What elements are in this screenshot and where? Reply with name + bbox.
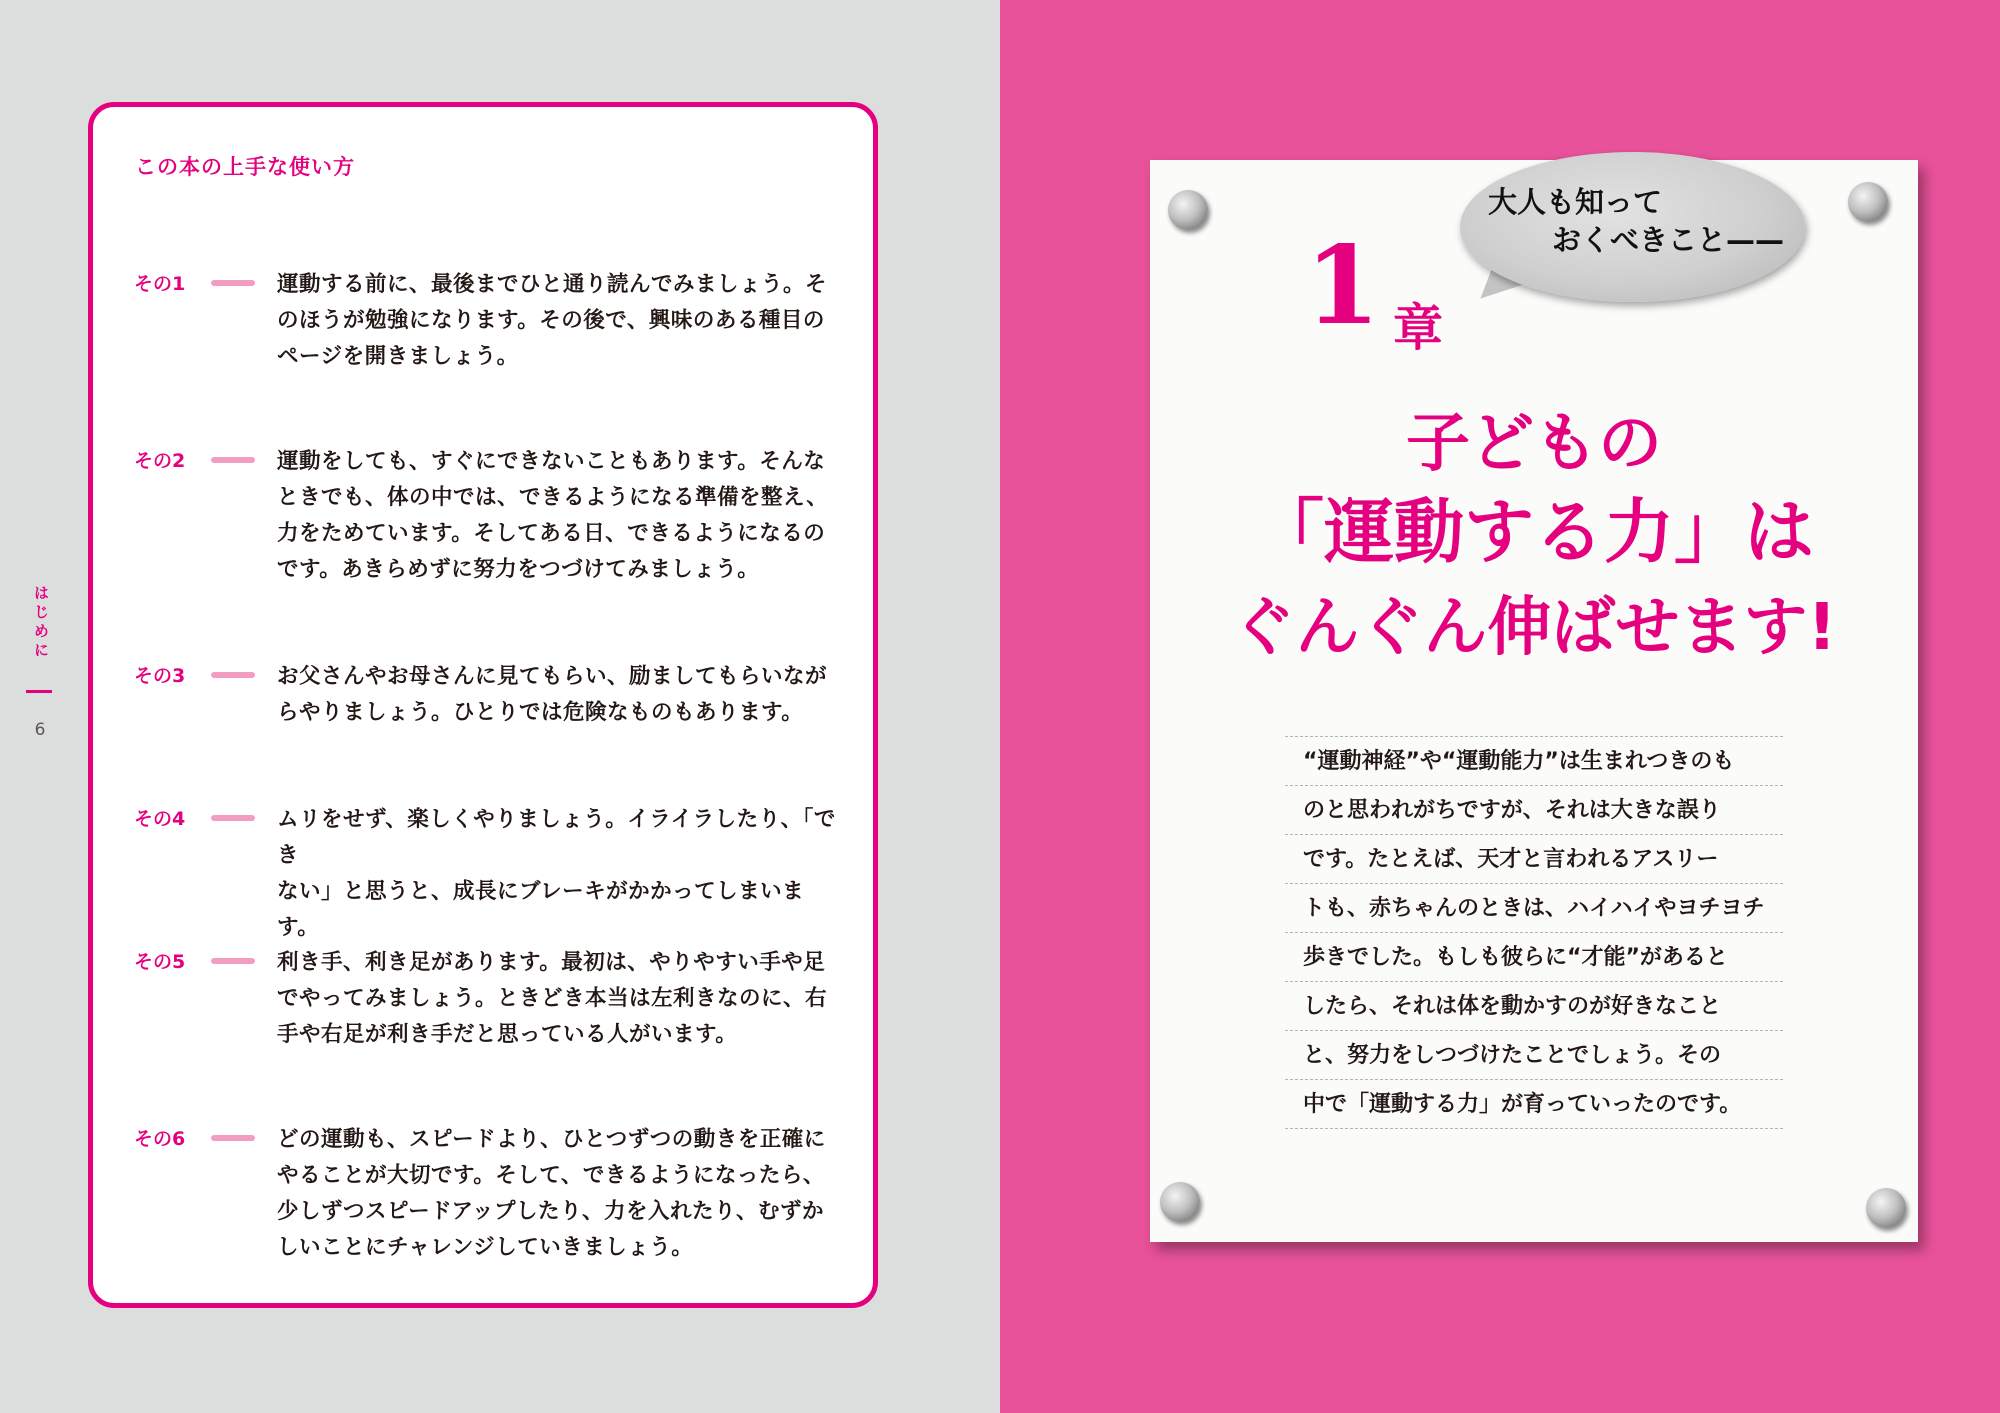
page-number: 6 [34, 720, 46, 740]
bubble-text-line: 大人も知って [1488, 185, 1663, 219]
chapter-title-line: 「運動する力」は [1254, 491, 1814, 573]
tip-line: のほうが勉強になります。その後で、興味のある種目の [277, 308, 825, 333]
tip-text [277, 945, 843, 1053]
chapter-title-line: ぐんぐん伸ばせます! [1231, 591, 1837, 665]
tip-line: ページを開きましょう。 [277, 344, 519, 369]
pushpin-icon [1160, 1182, 1200, 1222]
usage-guide-card [88, 102, 878, 1308]
body-line: のと思われがちですが、それは大きな誤り [1285, 786, 1783, 835]
tip-label: その5 [134, 951, 186, 973]
body-line: と、努力をしつづけたことでしょう。その [1285, 1031, 1783, 1080]
tip-label: その1 [134, 273, 186, 295]
chapter-number: 1 [1305, 223, 1381, 349]
body-line: “運動神経”や“運動能力”は生まれつきのも [1285, 737, 1783, 786]
tip-text [277, 1122, 843, 1266]
section-side-label: はじめに [32, 585, 50, 661]
tip-text [277, 267, 843, 375]
tip-label: その3 [134, 665, 186, 687]
tip-line: です。あきらめずに努力をつづけてみましょう。 [277, 557, 760, 582]
pushpin-icon [1848, 182, 1888, 222]
card-title: この本の上手な使い方 [135, 155, 355, 179]
tip-text [277, 659, 843, 731]
tip-text [277, 802, 843, 946]
body-line: 中で「運動する力」が育っていったのです。 [1285, 1080, 1783, 1129]
chapter-title-line: 子どもの [1406, 407, 1662, 481]
side-rule [26, 690, 52, 693]
tip-label: その2 [134, 450, 186, 472]
pushpin-icon [1168, 190, 1208, 230]
tip-line: 運動する前に、最後までひと通り読んでみましょう。そ [277, 272, 828, 297]
tip-line: 少しずつスピードアップしたり、力を入れたり、むずか [277, 1199, 824, 1224]
tip-dash [211, 1135, 255, 1141]
tip-line: お父さんやお母さんに見てもらい、励ましてもらいなが [277, 664, 828, 689]
tip-dash [211, 457, 255, 463]
tip-line: ときでも、体の中では、できるようになる準備を整え、 [277, 485, 829, 510]
body-line: トも、赤ちゃんのときは、ハイハイやヨチヨチ [1285, 884, 1783, 933]
tip-text [277, 444, 843, 588]
chapter-label: 章 [1393, 299, 1443, 357]
tip-line: 利き手、利き足があります。最初は、やりやすい手や足 [277, 950, 826, 975]
tip-line: やることが大切です。そして、できるようになったら、 [277, 1163, 825, 1188]
body-line: 歩きでした。もしも彼らに“才能”があると [1285, 933, 1783, 982]
tip-line: ない」と思うと、成長にブレーキがかかってしまいます。 [277, 879, 805, 940]
tip-line: 力をためています。そしてある日、できるようになるの [277, 521, 826, 546]
tip-line: しいことにチャレンジしていきましょう。 [277, 1235, 694, 1260]
body-line: したら、それは体を動かすのが好きなこと [1285, 982, 1783, 1031]
pinned-paper [1150, 160, 1918, 1242]
tip-line: どの運動も、スピードより、ひとつずつの動きを正確に [277, 1127, 826, 1152]
tip-line: 運動をしても、すぐにできないこともあります。そんな [277, 449, 826, 474]
tip-line: ムリをせず、楽しくやりましょう。イライラしたり、「でき [277, 807, 836, 868]
tip-label: その4 [134, 808, 186, 830]
bubble-text-line: おくべきこと—— [1552, 223, 1785, 257]
intro-paragraph [1285, 736, 1783, 1129]
tip-dash [211, 672, 255, 678]
right-page [1000, 0, 2000, 1413]
tip-dash [211, 815, 255, 821]
tip-line: らやりましょう。ひとりでは危険なものもあります。 [277, 700, 804, 725]
tip-line: でやってみましょう。ときどき本当は左利きなのに、右 [277, 986, 828, 1011]
pushpin-icon [1866, 1188, 1906, 1228]
tip-dash [211, 280, 255, 286]
tip-label: その6 [134, 1128, 186, 1150]
tip-dash [211, 958, 255, 964]
body-line: です。たとえば、天才と言われるアスリー [1285, 835, 1783, 884]
tip-line: 手や右足が利き手だと思っている人がいます。 [277, 1022, 738, 1047]
